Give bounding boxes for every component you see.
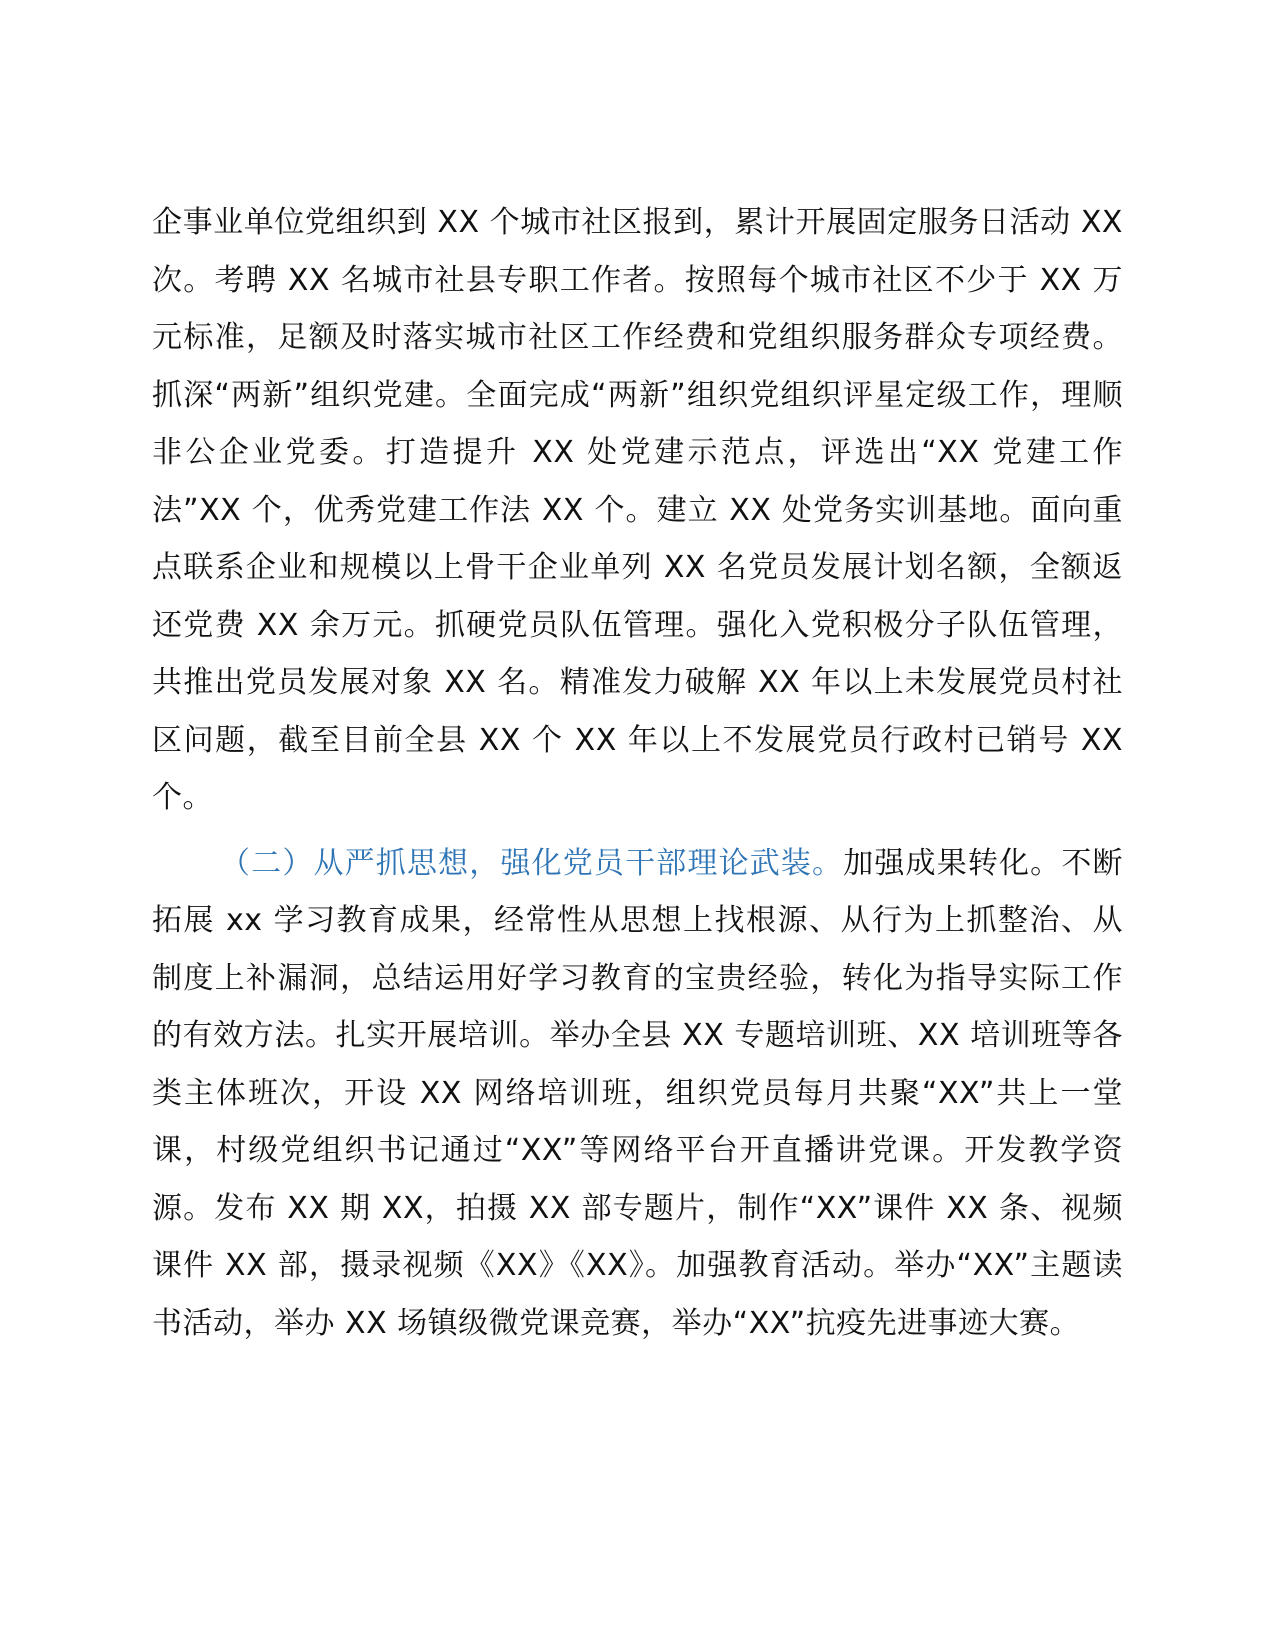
paragraph-1-text: 企事业单位党组织到 XX 个城市社区报到，累计开展固定服务日活动 XX 次。考聘 XX 名城市社县专职工作者。按照每个城市社区不少于 XX 万元标准，足额及时落实城市社区工作经费和党组织服务群众专项经费。抓深“两新”组织党建。全面完成“两新”组织党组织评星定级工作，理顺非公企业党委。打造提升 XX 处党建示范点，评选出“XX 党建工作法”XX 个，优秀党建工作法 XX 个。建立 XX 处党务实训基地。面向重点联系企业和规模以上骨干企业单列 XX 名党员发展计划名额，全额返还党费 XX 余万元。抓硬党员队伍管理。强化入党积极分子队伍管理，共推出党员发展对象 XX 名。精准发力破解 XX 年以上未发展党员村社区问题，截至目前全县 XX 个 XX 年以上不发展党员行政村已销号 XX 个。 xyxy=(152,205,1123,815)
document-body xyxy=(152,194,1123,1352)
section-heading: （二）从严抓思想，强化党员干部理论武装。 xyxy=(220,845,844,881)
paragraph-2 xyxy=(152,835,1123,1353)
paragraph-1 xyxy=(152,194,1123,827)
paragraph-2-text: 加强成果转化。不断拓展 xx 学习教育成果，经常性从思想上找根源、从行为上抓整治、从制度上补漏洞，总结运用好学习教育的宝贵经验，转化为指导实际工作的有效方法。扎实开展培训。举办全县 XX 专题培训班、XX 培训班等各类主体班次，开设 XX 网络培训班，组织党员每月共聚“XX”共上一堂课，村级党组织书记通过“XX”等网络平台开直播讲党课。开发教学资源。发布 XX 期 XX，拍摄 XX 部专题片，制作“XX”课件 XX 条、视频课件 XX 部，摄录视频《XX》《XX》。加强教育活动。举办“XX”主题读书活动，举办 XX 场镇级微党课竞赛，举办“XX”抗疫先进事迹大赛。 xyxy=(152,845,1124,1341)
